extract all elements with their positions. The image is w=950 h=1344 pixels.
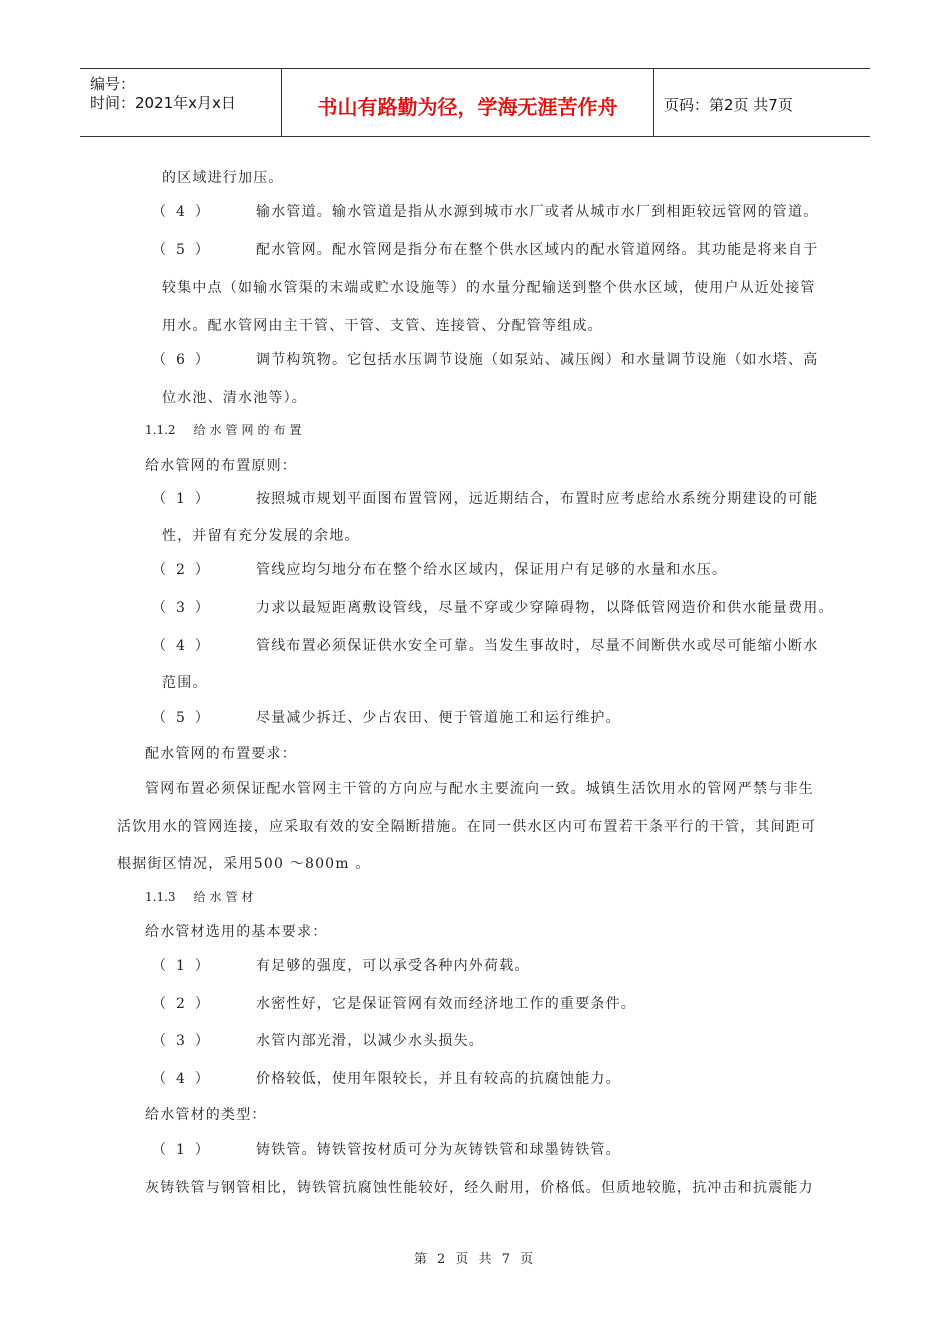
list-item-text: 性，并留有充分发展的余地。 xyxy=(162,528,360,544)
header-info-cell xyxy=(80,69,282,136)
paragraph-line: 活饮用水的管网连接，应采取有效的安全隔断措施。在同一供水区内可布置若干条平行的干管，其间距可 xyxy=(117,819,817,835)
header-page-cell xyxy=(654,69,870,136)
list-number: （3） xyxy=(152,1033,219,1049)
list-number: （6） xyxy=(152,352,219,368)
list-number: （3） xyxy=(152,600,219,616)
paragraph-line: 的区域进行加压。 xyxy=(162,170,284,186)
section-title: 给水管材 xyxy=(193,890,258,904)
list-item-text: 水管内部光滑，以减少水头损失。 xyxy=(256,1033,484,1049)
code-label: 编号： xyxy=(90,75,136,93)
list-item-text: 按照城市规划平面图布置管网，远近期结合，布置时应考虑给水系统分期建设的可能 xyxy=(256,491,819,507)
page-code: 页码：第2页 共7页 xyxy=(664,96,793,114)
list-number: （4） xyxy=(152,638,219,654)
list-item-text: 力求以最短距离敷设管线，尽量不穿或少穿障碍物，以降低管网造价和供水能量费用。 xyxy=(256,600,834,616)
list-item-text: 调节构筑物。它包括水压调节设施（如泵站、减压阀）和水量调节设施（如水塔、高 xyxy=(256,352,819,368)
list-item-text: 水密性好，它是保证管网有效而经济地工作的重要条件。 xyxy=(256,996,636,1012)
subheading: 给水管网的布置原则： xyxy=(145,458,297,474)
list-item-text: 管线应均匀地分布在整个给水区域内，保证用户有足够的水量和水压。 xyxy=(256,562,728,578)
list-item-text: 较集中点（如输水管渠的末端或贮水设施等）的水量分配输送到整个供水区域，使用户从近处接管 xyxy=(162,280,816,296)
list-number: （2） xyxy=(152,996,219,1012)
list-number: （5） xyxy=(152,710,219,726)
time-label: 时间：2021年x月x日 xyxy=(90,94,236,112)
subheading: 给水管材选用的基本要求： xyxy=(145,924,328,940)
list-item-text: 用水。配水管网由主干管、干管、支管、连接管、分配管等组成。 xyxy=(162,318,603,334)
list-number: （1） xyxy=(152,958,219,974)
list-number: （1） xyxy=(152,491,219,507)
section-heading xyxy=(145,888,258,905)
list-number: （1） xyxy=(152,1142,219,1158)
section-title: 给水管网的布置 xyxy=(193,423,306,437)
list-number: （4） xyxy=(152,1071,219,1087)
list-item-text: 输水管道。输水管道是指从水源到城市水厂或者从城市水厂到相距较远管网的管道。 xyxy=(256,204,819,220)
page-header xyxy=(80,68,870,137)
list-number: （5） xyxy=(152,242,219,258)
list-item-text: 管线布置必须保证供水安全可靠。当发生事故时，尽量不间断供水或尽可能缩小断水 xyxy=(256,638,819,654)
section-number: 1.1.3 xyxy=(145,890,176,904)
section-number: 1.1.2 xyxy=(145,423,176,437)
page-footer: 第 2 页 共 7 页 xyxy=(413,1252,537,1267)
list-number: （4） xyxy=(152,204,219,220)
header-motto-cell xyxy=(282,69,654,136)
list-number: （2） xyxy=(152,562,219,578)
paragraph-line: 管网布置必须保证配水管网主干管的方向应与配水主要流向一致。城镇生活饮用水的管网严禁与非生 xyxy=(145,781,814,797)
list-item-text: 有足够的强度，可以承受各种内外荷载。 xyxy=(256,958,530,974)
list-item-text: 尽量减少拆迁、少占农田、便于管道施工和运行维护。 xyxy=(256,710,621,726)
list-item-text: 配水管网。配水管网是指分布在整个供水区域内的配水管道网络。其功能是将来自于 xyxy=(256,242,819,258)
subheading: 给水管材的类型： xyxy=(145,1107,267,1123)
motto-text: 书山有路勤为径，学海无涯苦作舟 xyxy=(317,95,618,119)
paragraph-line: 灰铸铁管与钢管相比，铸铁管抗腐蚀性能较好，经久耐用，价格低。但质地较脆，抗冲击和抗震能力 xyxy=(145,1180,814,1196)
subheading: 配水管网的布置要求： xyxy=(145,746,297,762)
list-item-text: 铸铁管。铸铁管按材质可分为灰铸铁管和球墨铸铁管。 xyxy=(256,1142,621,1158)
section-heading xyxy=(145,421,306,438)
list-item-text: 范围。 xyxy=(162,675,208,691)
paragraph-line: 根据街区情况，采用500 ～800m 。 xyxy=(117,856,371,872)
list-item-text: 价格较低，使用年限较长，并且有较高的抗腐蚀能力。 xyxy=(256,1071,621,1087)
list-item-text: 位水池、清水池等）。 xyxy=(162,390,307,406)
